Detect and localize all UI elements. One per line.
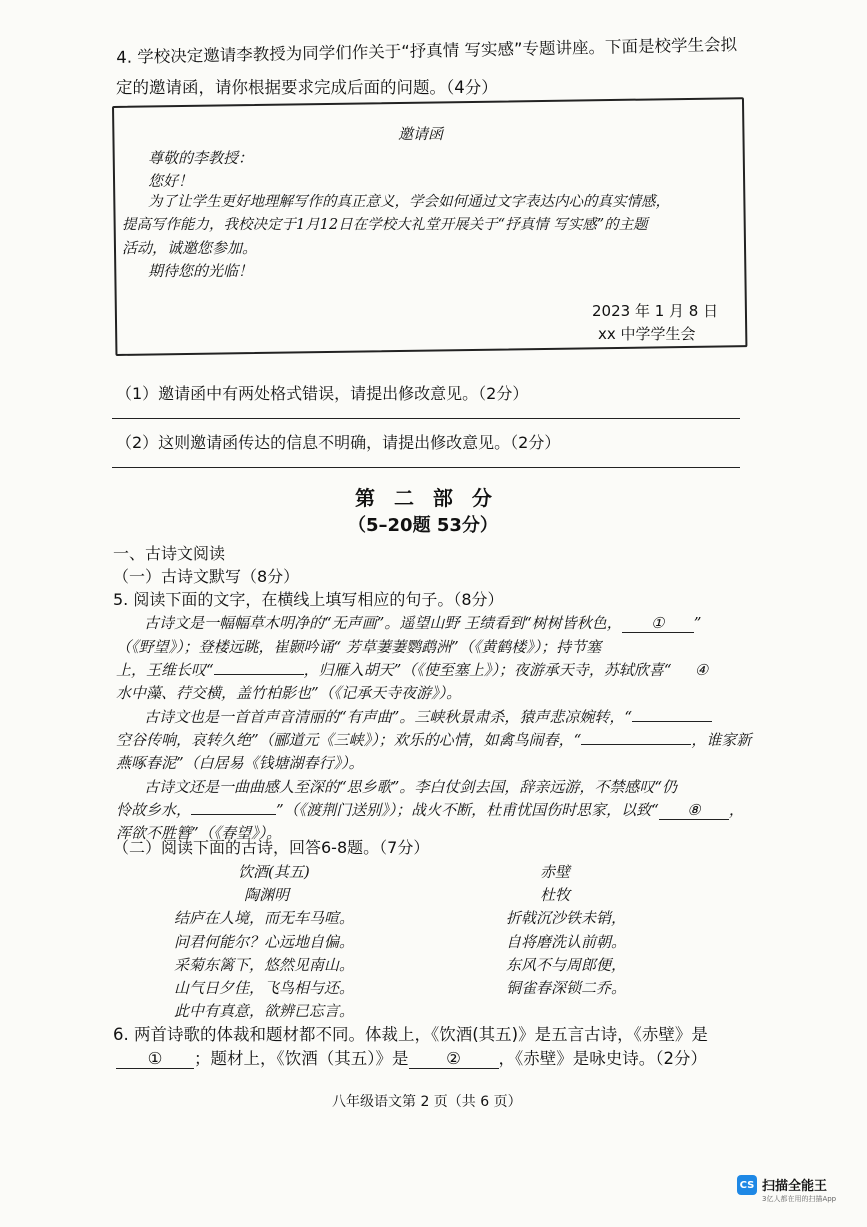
passage-text: ，归雁入胡天”（《使至塞上》）；夜游承天寺，苏轼欣喜“ [303,661,672,679]
q4-line1: 4. 学校决定邀请李教授为同学们作关于“抒真情 写实感”专题讲座。下面是校学生会拟 [116,34,738,67]
section2-heading: （二）阅读下面的古诗，回答6-8题。（7分） [113,838,430,857]
invitation-greeting: 尊敬的李教授： [148,149,254,167]
passage-text: ，谁家新 [691,731,752,749]
passage-line-10: 浑欲不胜簪”（《春望》）。 [116,824,282,842]
invitation-hello: 您好！ [148,172,194,190]
answer-line-1[interactable] [112,418,740,419]
answer-line-2[interactable] [112,467,740,468]
part2-subtitle: （5–20题 53分） [348,515,498,536]
passage-text: 上，王维长叹“ [116,661,214,679]
poem1-line-1: 结庐在人境，而无车马喧。 [174,909,355,927]
part2-title: 第 二 部 分 [355,486,498,510]
blank-3[interactable] [214,674,304,675]
passage-text: 空谷传响，哀转久绝”（郦道元《三峡》）；欢乐的心情，如禽鸟闹春，“ [116,731,582,749]
question-6-line-1: 6. 两首诗歌的体裁和题材都不同。体裁上，《饮酒(其五)》是五言古诗，《赤壁》是 [113,1025,708,1044]
blank-5[interactable] [632,721,712,722]
passage-line-4: 水中藻、荇交横，盖竹柏影也”（《记承天寺夜游》）。 [116,684,462,702]
page-footer: 八年级语文第 2 页（共 6 页） [332,1094,522,1110]
poem1-line-3: 采菊东篱下，悠然见南山。 [174,956,355,974]
poem2-author: 杜牧 [540,886,571,904]
passage-line-6 [116,729,751,750]
q4-sub-1: （1）邀请函中有两处格式错误，请提出修改意见。（2分） [116,384,529,403]
poem1-line-2: 问君何能尔？心远地自偏。 [174,933,355,951]
invitation-date: 2023 年 1 月 8 日 [592,302,719,320]
passage-text: 古诗文是一幅幅草木明净的“无声画”。遥望山野 王绩看到“树树皆秋色， [144,614,622,632]
poem2-line-1: 折戟沉沙铁未销， [506,909,627,927]
invitation-body-2: 提高写作能力，我校决定于1月12日在学校大礼堂开展关于“抒真情 写实感”的主题 [122,217,648,233]
q4-sub-2: （2）这则邀请函传达的信息不明确，请提出修改意见。（2分） [116,433,561,452]
q6-blank-2[interactable]: ② [409,1049,499,1069]
q6-text: ，《赤壁》是咏史诗。（2分） [498,1049,707,1068]
poem2-line-4: 铜雀春深锁二乔。 [506,979,627,997]
poem2-line-2: 自将磨洗认前朝。 [506,933,627,951]
passage-line-1 [144,612,701,633]
passage-line-5 [144,706,712,727]
blank-6[interactable] [581,744,691,745]
invitation-title: 邀请函 [398,125,444,143]
blank-1[interactable]: ① [622,614,694,633]
q6-blank-1[interactable]: ① [116,1049,194,1069]
poem1-author: 陶渊明 [244,886,290,904]
passage-line-2: （《野望》）；登楼远眺，崔颢吟诵“ 芳草萋萋鹦鹉洲”（《黄鹤楼》）；持节塞 [116,638,602,656]
passage-text: ” [693,614,702,632]
poem1-line-5: 此中有真意，欲辨已忘言。 [174,1002,355,1020]
passage-text: ， [728,801,744,819]
passage-line-3 [116,659,732,680]
passage-text: 古诗文也是一首首声音清丽的“有声曲”。三峡秋景肃杀，猿声悲凉婉转，“ [144,708,633,726]
question-5: 5. 阅读下面的文字，在横线上填写相应的句子。（8分） [113,590,504,609]
invitation-body-1: 为了让学生更好地理解写作的真正意义，学会如何通过文字表达内心的真实情感， [148,194,670,210]
q6-text: ；题材上，《饮酒（其五）》是 [194,1049,409,1068]
section1-sub1: （一）古诗文默写（8分） [113,567,300,586]
poem2-title: 赤壁 [540,863,571,881]
passage-line-9 [116,799,744,820]
poem2-line-3: 东风不与周郎便， [506,956,627,974]
passage-line-7: 燕啄春泥”（白居易《钱塘湖春行》）。 [116,754,364,772]
poem1-line-4: 山气日夕佳，飞鸟相与还。 [174,979,355,997]
invitation-closing: 期待您的光临！ [148,262,254,280]
poem1-title: 饮酒(其五) [238,863,310,881]
scanner-name: 扫描全能王 [762,1179,828,1194]
invitation-body-3: 活动，诚邀您参加。 [122,239,258,257]
passage-line-8: 古诗文还是一曲曲感人至深的“思乡歌”。李白仗剑去国，辞亲远游，不禁感叹“仍 [144,778,678,796]
blank-8[interactable]: ⑧ [659,801,729,820]
passage-text: 怜故乡水， [116,801,192,819]
passage-text: ”（《渡荆门送别》）；战火不断，杜甫忧国伤时思家，以致“ [276,801,659,819]
question-6-line-2 [116,1045,707,1069]
blank-4[interactable]: ④ [694,661,709,679]
scanner-tagline: 3亿人都在用的扫描App [762,1195,837,1203]
scanner-logo-icon: CS [737,1175,757,1195]
blank-7[interactable] [191,814,276,815]
section1-heading: 一、古诗文阅读 [113,544,226,563]
invitation-sender: xx 中学学生会 [598,325,696,343]
q4-line2: 定的邀请函，请你根据要求完成后面的问题。（4分） [116,78,498,97]
